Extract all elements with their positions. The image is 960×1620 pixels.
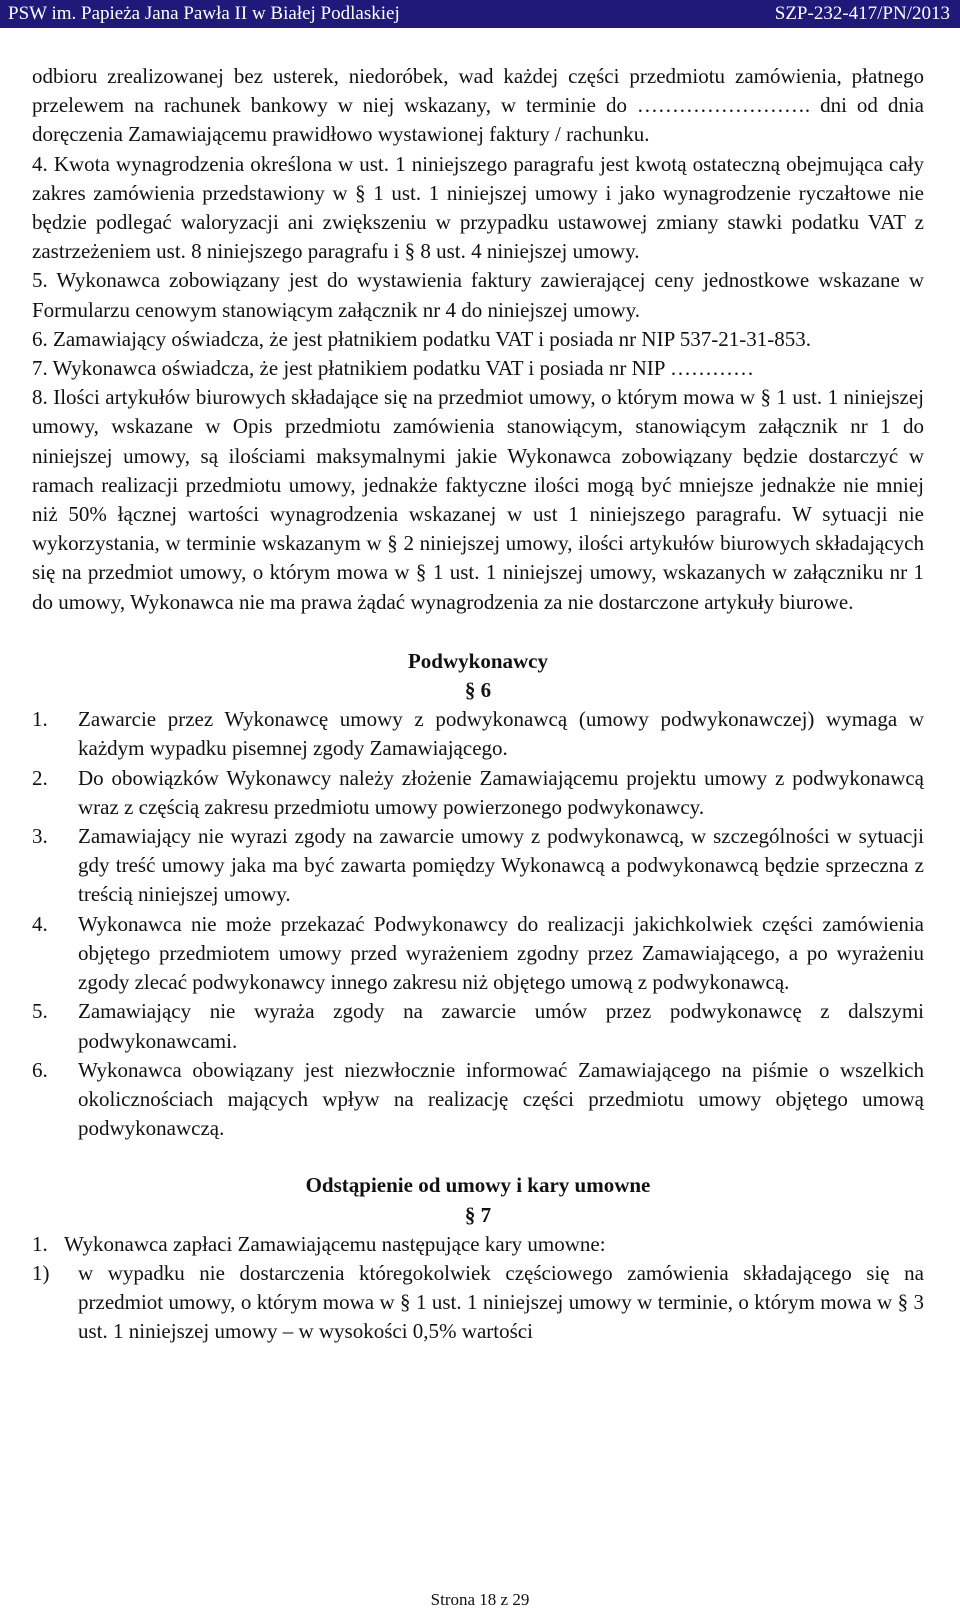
page-footer: Strona 18 z 29 (430, 1590, 530, 1609)
point-8 (32, 383, 924, 617)
list-item (32, 822, 924, 910)
item-number: 5. (32, 999, 48, 1024)
document-body (32, 62, 924, 1347)
item-number: 2. (32, 765, 48, 790)
page-header (0, 0, 960, 28)
item-number: 1) (32, 1260, 50, 1285)
list-item (32, 705, 924, 763)
list-item (32, 1230, 924, 1259)
intro-paragraph: odbioru zrealizowanej bez usterek, niedoróbek, wad każdej części przedmiotu zamówienia, płatnego przelewem na rachunek bankowy w niej wskazany, w terminie do ……………………. dni od dnia doręczenia Zamawiającemu prawidłowo wystawionej faktury / rachunku. (32, 64, 924, 147)
point-number: 6. (32, 326, 48, 351)
point-text: Wykonawca zobowiązany jest do wystawienia faktury zawierającej ceny jednostkowe wskazane w Formularzu cenowym stanowiącym załącznik nr 4 do niniejszej umowy. (32, 268, 925, 322)
points-list (32, 150, 924, 617)
point-text: Kwota wynagrodzenia określona w ust. 1 niniejszego paragrafu jest kwotą ostateczną obejmująca cały zakres zamówienia przedstawiony w § 1 ust. 1 niniejszej umowy i jako wynagrodzenie ryczałtowe nie będzie podlegać waloryzacji ani zwiększeniu w przypadku ustawowej zmiany stawki podatku VAT z zastrzeżeniem ust. 8 niniejszego paragrafu i § 8 ust. 4 niniejszej umowy. (32, 151, 924, 264)
point-4 (32, 150, 924, 267)
point-number: 8. (32, 385, 48, 410)
list-item (32, 1056, 924, 1144)
header-reference: SZP-232-417/PN/2013 (774, 3, 950, 24)
section-6-list (32, 705, 924, 1143)
point-5 (32, 266, 924, 324)
point-number: 7. (32, 356, 48, 381)
list-item (32, 997, 924, 1055)
item-number: 4. (32, 911, 48, 936)
item-text: Wykonawca zapłaci Zamawiającemu następujące kary umowne: (64, 1231, 606, 1256)
point-text: Zamawiający oświadcza, że jest płatnikiem podatku VAT i posiada nr NIP 537-21-31-853. (53, 326, 811, 351)
item-number: 1. (32, 1231, 48, 1256)
item-text: w wypadku nie dostarczenia któregokolwiek częściowego zamówienia składającego się na przedmiot umowy, o którym mowa w § 1 ust. 1 niniejszej umowy w terminie, o którym mowa w § 3 ust. 1 niniejszej umowy – w wysokości 0,5% wartości (78, 1260, 924, 1344)
item-text: Zawarcie przez Wykonawcę umowy z podwykonawcą (umowy podwykonawczej) wymaga w każdym wypadku pisemnej zgody Zamawiającego. (78, 707, 924, 761)
section-7-list (32, 1230, 924, 1347)
point-6 (32, 325, 924, 354)
list-item (32, 910, 924, 998)
section-6-title: Podwykonawcy (407, 648, 549, 673)
item-number: 6. (32, 1057, 48, 1082)
sub-list-item (32, 1259, 924, 1347)
item-text: Zamawiający nie wyrazi zgody na zawarcie umowy z podwykonawcą, w szczególności w sytuacji gdy treść umowy jaka ma być zawarta pomiędzy Wykonawcą a podwykonawcą będzie sprzeczna z treścią niniejszej umowy. (78, 824, 924, 907)
item-number: 1. (32, 707, 48, 732)
point-text: Ilości artykułów biurowych składające się na przedmiot umowy, o którym mowa w § 1 ust. 1 niniejszej umowy, wskazane w Opis przedmiotu zamówienia stanowiącym, stanowiącym załącznik nr 1 do niniejszej umowy, są ilościami maksymalnymi jakie Wykonawca zobowiązany będzie dostarczyć w ramach realizacji przedmiotu umowy, jednakże faktyczne ilości mogą być mniejsze jednakże nie mniej niż 50% łącznej wartości wynagrodzenia wskazanej w ust 1 niniejszego paragrafu. W sytuacji nie wykorzystania, w terminie wskazanym w § 2 niniejszej umowy, ilości artykułów biurowych składających się na przedmiot umowy, o którym mowa w § 1 ust. 1 niniejszej umowy, wskazanych w załączniku nr 1 do umowy, Wykonawca nie ma prawa żądać wynagrodzenia za nie dostarczone artykuły biurowe. (32, 385, 924, 614)
section-6-paragraph: § 6 (464, 678, 492, 703)
point-text: Wykonawca oświadcza, że jest płatnikiem podatku VAT i posiada nr NIP ………… (52, 356, 754, 381)
point-number: 5. (32, 268, 48, 293)
header-institution: PSW im. Papieża Jana Pawła II w Białej Podlaskiej (8, 3, 400, 24)
item-text: Do obowiązków Wykonawcy należy złożenie Zamawiającemu projektu umowy z podwykonawcą wraz z częścią zakresu przedmiotu umowy powierzonego podwykonawcy. (78, 765, 924, 819)
section-7-title: Odstąpienie od umowy i kary umowne (305, 1173, 651, 1198)
list-item (32, 764, 924, 822)
point-number: 4. (32, 151, 48, 176)
item-text: Zamawiający nie wyraża zgody na zawarcie umów przez podwykonawcę z dalszymi podwykonawcami. (78, 999, 924, 1053)
item-text: Wykonawca nie może przekazać Podwykonawcy do realizacji jakichkolwiek części zamówienia objętego przedmiotem umowy przed wyrażeniem zgodny przez Zamawiającego, a po wyrażeniu zgody zlecać podwykonawcy innego zakresu niż objętego umową z podwykonawcą. (78, 911, 924, 995)
item-text: Wykonawca obowiązany jest niezwłocznie informować Zamawiającego na piśmie o wszelkich okolicznościach mających wpływ na realizację części przedmiotu umowy objętego umową podwykonawczą. (78, 1057, 924, 1141)
section-7-paragraph: § 7 (464, 1202, 492, 1227)
point-7 (32, 354, 924, 383)
item-number: 3. (32, 824, 48, 849)
